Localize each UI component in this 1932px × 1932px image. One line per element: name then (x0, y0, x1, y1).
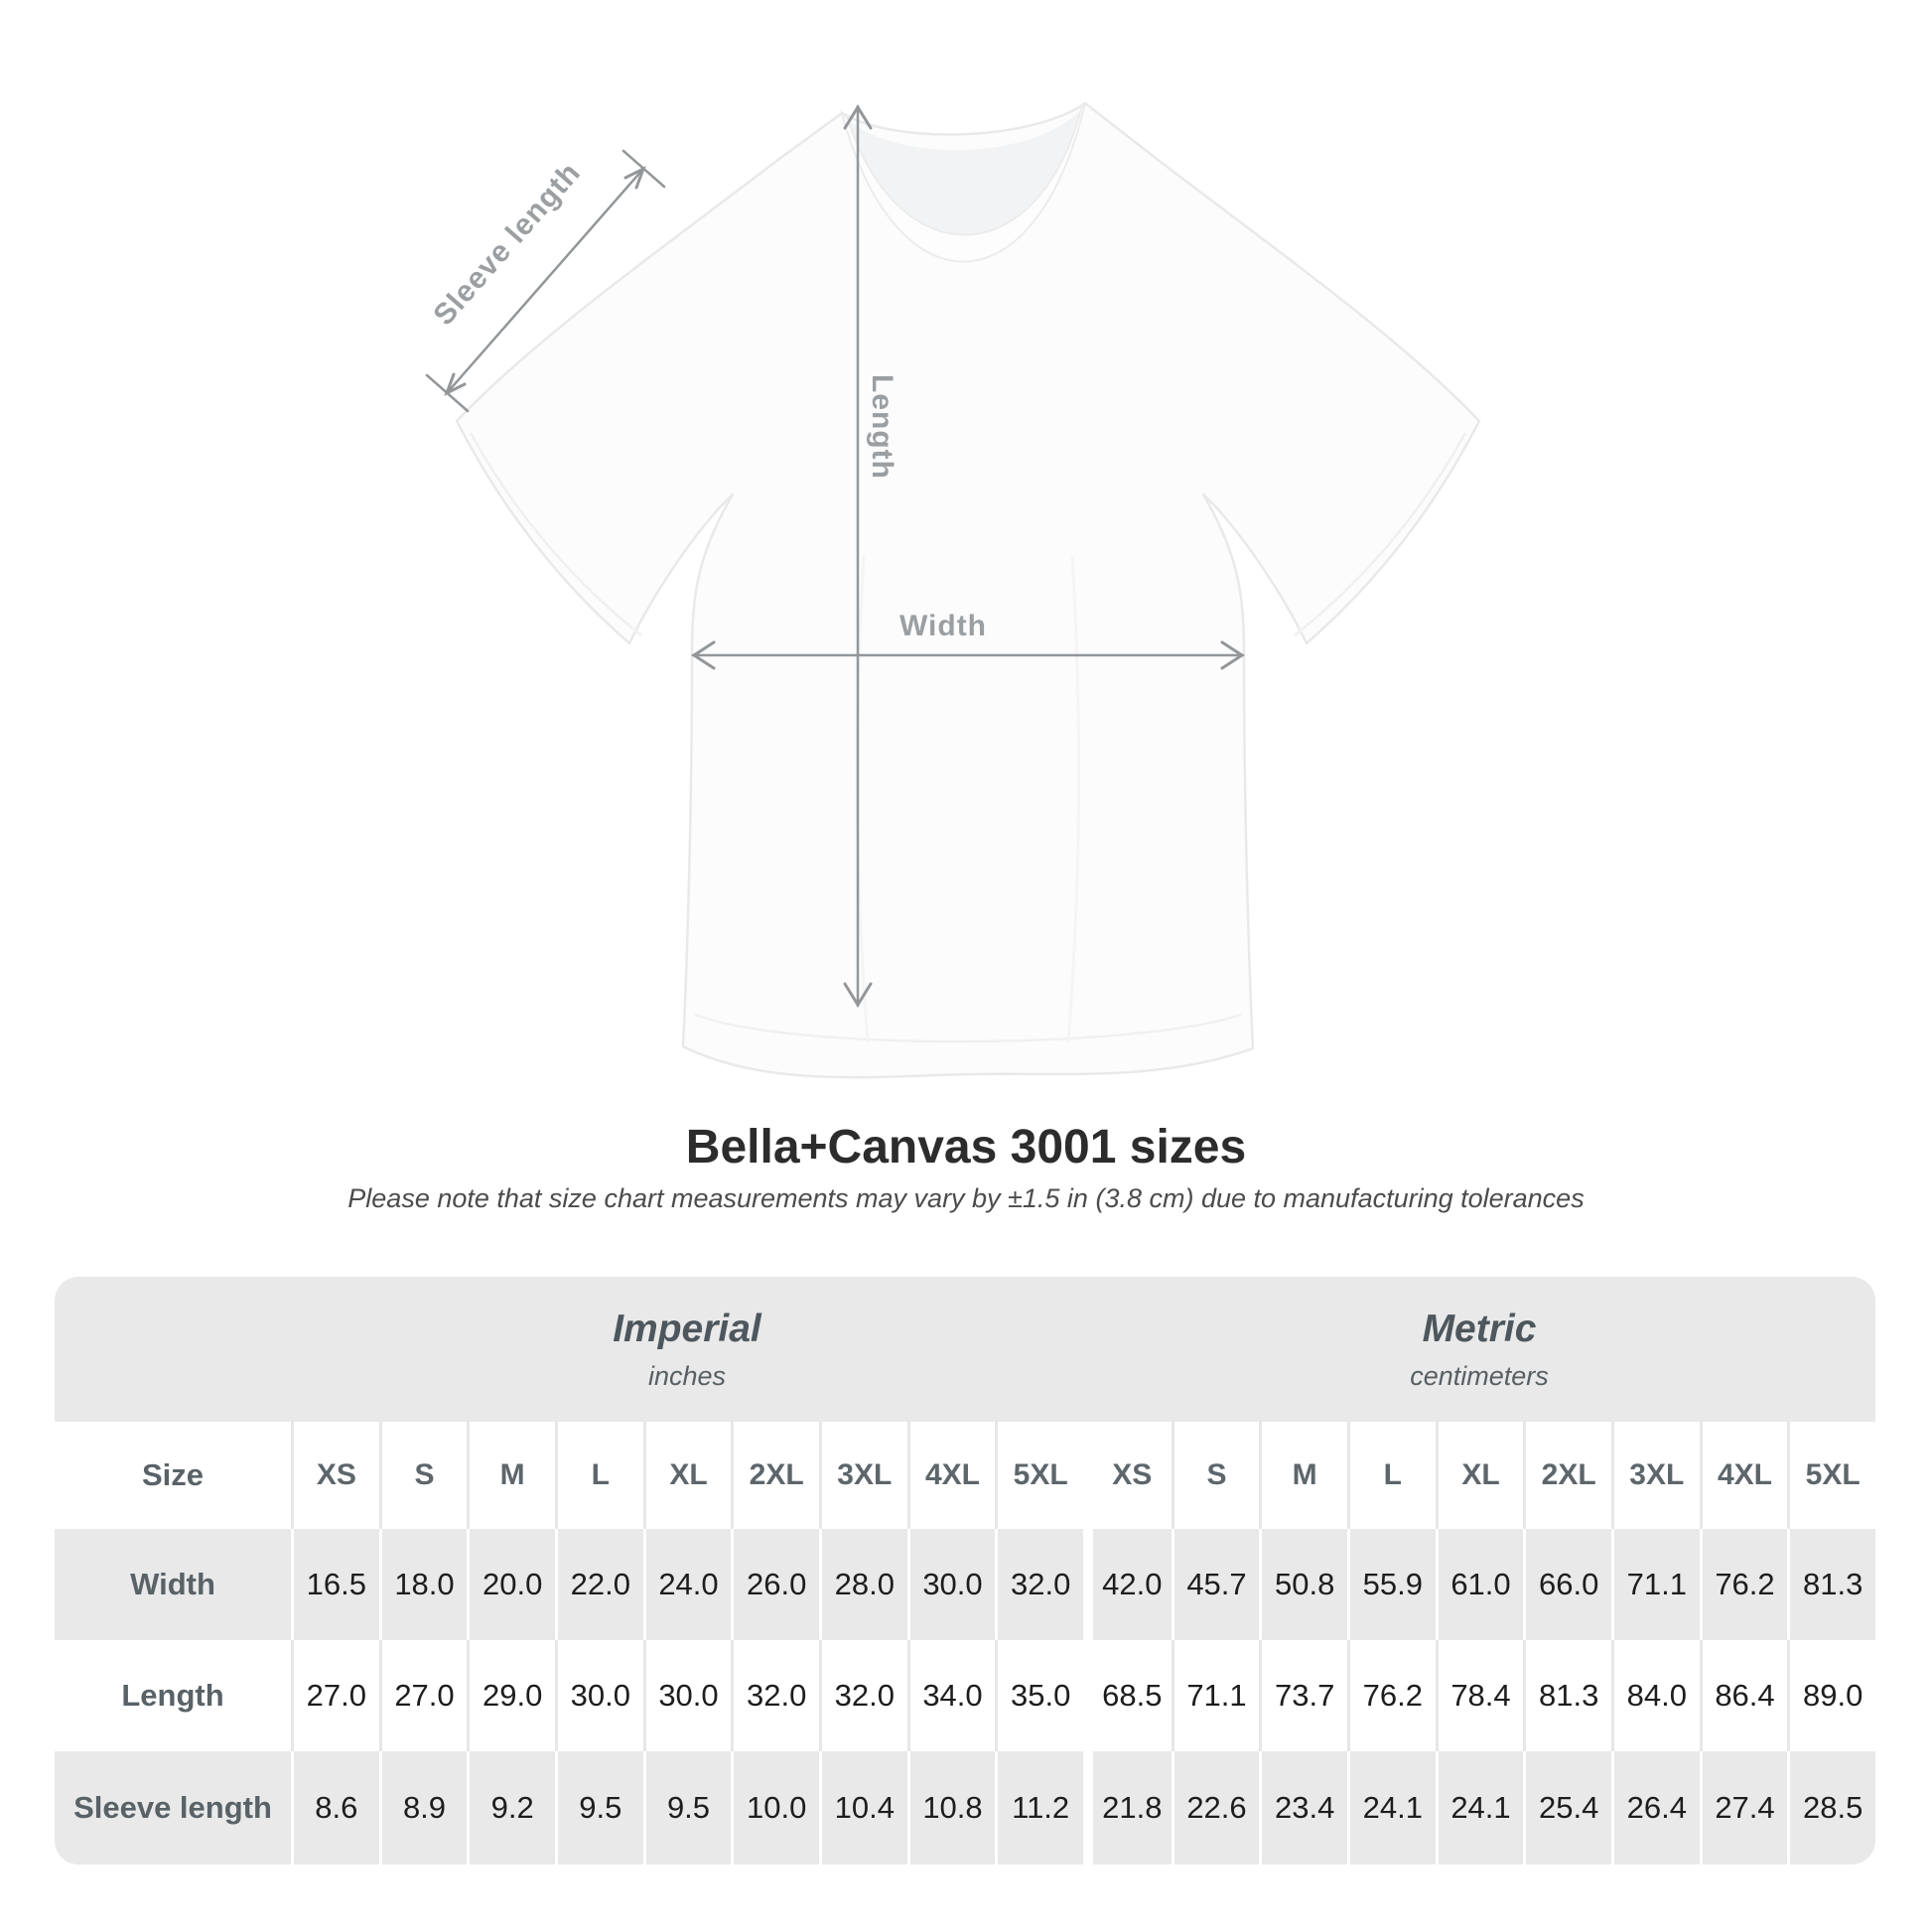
sleeve-imperial-4xl: 10.8 (907, 1751, 996, 1864)
width-imperial-m: 20.0 (467, 1529, 555, 1640)
size-imperial-m: M (467, 1422, 555, 1529)
imperial-unit: inches (647, 1360, 727, 1391)
length-imperial-2xl: 32.0 (731, 1640, 819, 1751)
length-label: Length (866, 374, 898, 480)
size-metric-2xl: 2XL (1523, 1422, 1611, 1529)
width-imperial-xl: 24.0 (643, 1529, 732, 1640)
width-row-label: Width (130, 1567, 215, 1601)
sleeve-length-label: Sleeve length (427, 156, 588, 333)
sleeve-metric-5xl: 28.5 (1787, 1751, 1875, 1864)
sleeve-metric-2xl: 25.4 (1523, 1751, 1611, 1864)
metric-unit: centimeters (1410, 1360, 1549, 1391)
width-metric-3xl: 71.1 (1611, 1529, 1700, 1640)
size-header-row (55, 1422, 1875, 1529)
sleeve-metric-m: 23.4 (1259, 1751, 1347, 1864)
page-subtitle: Please note that size chart measurements may vary by ±1.5 in (3.8 cm) due to manufacturing tolerances (347, 1183, 1585, 1213)
length-metric-5xl: 89.0 (1787, 1640, 1875, 1751)
tshirt-graphic (457, 103, 1479, 1077)
size-metric-m: M (1259, 1422, 1347, 1529)
size-metric-s: S (1172, 1422, 1260, 1529)
size-imperial-s: S (379, 1422, 468, 1529)
imperial-title: Imperial (613, 1307, 761, 1350)
sleeve-imperial-m: 9.2 (467, 1751, 555, 1864)
metric-title: Metric (1422, 1307, 1537, 1350)
length-metric-xl: 78.4 (1436, 1640, 1524, 1751)
width-imperial-2xl: 26.0 (731, 1529, 819, 1640)
width-imperial-5xl: 32.0 (995, 1529, 1083, 1640)
size-imperial-5xl: 5XL (995, 1422, 1083, 1529)
length-metric-4xl: 86.4 (1700, 1640, 1788, 1751)
width-metric-m: 50.8 (1259, 1529, 1347, 1640)
length-metric-2xl: 81.3 (1523, 1640, 1611, 1751)
page-title: Bella+Canvas 3001 sizes (685, 1121, 1247, 1173)
width-imperial-l: 22.0 (555, 1529, 643, 1640)
size-table (55, 1277, 1875, 1864)
length-imperial-4xl: 34.0 (907, 1640, 996, 1751)
length-metric-xs: 68.5 (1083, 1640, 1172, 1751)
width-metric-4xl: 76.2 (1700, 1529, 1788, 1640)
length-row-label: Length (121, 1678, 224, 1713)
size-imperial-xl: XL (643, 1422, 732, 1529)
length-imperial-5xl: 35.0 (995, 1640, 1083, 1751)
size-metric-xl: XL (1436, 1422, 1524, 1529)
width-metric-xl: 61.0 (1436, 1529, 1524, 1640)
width-imperial-s: 18.0 (379, 1529, 468, 1640)
length-row (55, 1640, 1875, 1751)
sleeve-metric-xs: 21.8 (1083, 1751, 1172, 1864)
size-metric-5xl: 5XL (1787, 1422, 1875, 1529)
size-imperial-3xl: 3XL (819, 1422, 907, 1529)
size-imperial-4xl: 4XL (907, 1422, 996, 1529)
size-imperial-xs: XS (291, 1422, 379, 1529)
width-imperial-4xl: 30.0 (907, 1529, 996, 1640)
length-metric-s: 71.1 (1172, 1640, 1260, 1751)
size-metric-3xl: 3XL (1611, 1422, 1700, 1529)
width-metric-s: 45.7 (1172, 1529, 1260, 1640)
sleeve-metric-3xl: 26.4 (1611, 1751, 1700, 1864)
sleeve-imperial-2xl: 10.0 (731, 1751, 819, 1864)
sleeve-imperial-s: 8.9 (379, 1751, 468, 1864)
sleeve-length-row (55, 1751, 1875, 1864)
width-metric-5xl: 81.3 (1787, 1529, 1875, 1640)
width-metric-xs: 42.0 (1083, 1529, 1172, 1640)
width-metric-2xl: 66.0 (1523, 1529, 1611, 1640)
sleeve-metric-s: 22.6 (1172, 1751, 1260, 1864)
sleeve-imperial-xl: 9.5 (643, 1751, 732, 1864)
size-imperial-l: L (555, 1422, 643, 1529)
sleeve-imperial-5xl: 11.2 (995, 1751, 1083, 1864)
width-row (55, 1529, 1875, 1640)
header-spacer (55, 1277, 291, 1422)
width-imperial-3xl: 28.0 (819, 1529, 907, 1640)
size-metric-l: L (1347, 1422, 1436, 1529)
sleeve-imperial-3xl: 10.4 (819, 1751, 907, 1864)
width-imperial-xs: 16.5 (291, 1529, 379, 1640)
length-imperial-s: 27.0 (379, 1640, 468, 1751)
sleeve-metric-xl: 24.1 (1436, 1751, 1524, 1864)
size-imperial-2xl: 2XL (731, 1422, 819, 1529)
imperial-header (291, 1277, 1083, 1422)
width-label: Width (898, 610, 988, 642)
sleeve-row-label: Sleeve length (73, 1790, 272, 1825)
length-imperial-xs: 27.0 (291, 1640, 379, 1751)
sleeve-metric-4xl: 27.4 (1700, 1751, 1788, 1864)
width-metric-l: 55.9 (1347, 1529, 1436, 1640)
size-metric-4xl: 4XL (1700, 1422, 1788, 1529)
size-metric-xs: XS (1083, 1422, 1172, 1529)
length-imperial-3xl: 32.0 (819, 1640, 907, 1751)
length-imperial-xl: 30.0 (643, 1640, 732, 1751)
size-corner-label: Size (141, 1457, 205, 1492)
length-metric-l: 76.2 (1347, 1640, 1436, 1751)
sleeve-metric-l: 24.1 (1347, 1751, 1436, 1864)
length-imperial-m: 29.0 (467, 1640, 555, 1751)
metric-header (1083, 1277, 1875, 1422)
length-metric-m: 73.7 (1259, 1640, 1347, 1751)
unit-header-row (55, 1277, 1875, 1422)
length-imperial-l: 30.0 (555, 1640, 643, 1751)
sleeve-imperial-xs: 8.6 (291, 1751, 379, 1864)
sleeve-imperial-l: 9.5 (555, 1751, 643, 1864)
length-metric-3xl: 84.0 (1611, 1640, 1700, 1751)
